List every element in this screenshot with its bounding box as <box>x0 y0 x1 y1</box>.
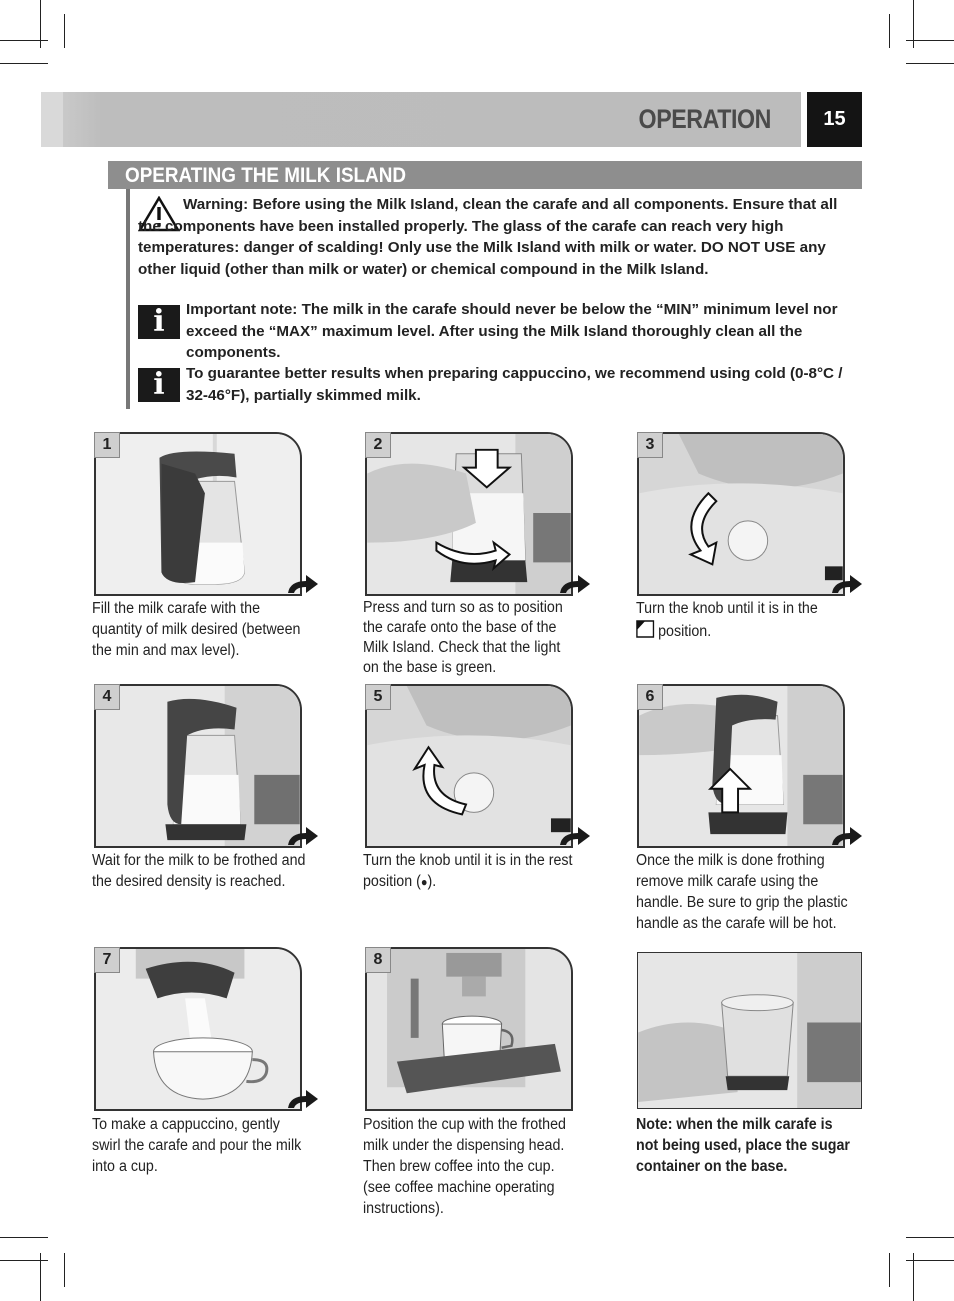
step-3-caption-lead: Turn the knob until it is in the <box>636 600 818 617</box>
warning-note <box>138 194 850 280</box>
pour-milk-image <box>96 949 300 1109</box>
next-arrow-icon <box>558 825 592 847</box>
step-8-illustration <box>365 947 573 1111</box>
header-band-edge <box>41 92 63 147</box>
rest-position-symbol: ● <box>420 875 428 889</box>
step-1-caption: Fill the milk carafe with the quantity of milk desired (between the min and max level). <box>92 600 301 659</box>
next-arrow-icon <box>830 825 864 847</box>
page-title: OPERATION <box>638 104 771 134</box>
step-8-caption: Position the cup with the frothed milk under the dispensing head. Then brew coffee into the cup. (see coffee machine operating instructions). <box>363 1116 566 1217</box>
section-title: OPERATING THE MILK ISLAND <box>125 164 407 187</box>
step-3-caption <box>636 598 853 642</box>
next-arrow-icon <box>558 573 592 595</box>
brew-coffee-image <box>367 949 571 1109</box>
page-number: 15 <box>807 92 862 147</box>
next-arrow-icon <box>286 1088 320 1110</box>
carafe-remove-image <box>639 686 843 846</box>
step-number-badge: 8 <box>365 947 391 973</box>
step-number-badge: 1 <box>94 432 120 458</box>
step-2-illustration <box>365 432 573 596</box>
carafe-filling-image <box>96 434 300 594</box>
step-number-badge: 3 <box>637 432 663 458</box>
step-5-caption-tail: ). <box>427 873 437 890</box>
warning-text: Warning: Before using the Milk Island, clean the carafe and all components. Ensure that all the components have been installed properly. The glass of the carafe can reach very high temperatures: danger of scalding! Only use the Milk Island with milk or water. DO NOT USE any other liquid (other than milk or water) or chemical compound in the Milk Island. <box>138 196 838 278</box>
tip-text: To guarantee better results when preparing cappuccino, we recommend using cold (0-8°C / 32-46°F), partially skimmed milk. <box>186 365 843 404</box>
step-number-badge: 7 <box>94 947 120 973</box>
step-2-caption: Press and turn so as to position the carafe onto the base of the Milk Island. Check that the light on the base is green. <box>363 599 563 676</box>
step-number-badge: 6 <box>637 684 663 710</box>
knob-turn-froth-image <box>639 434 843 594</box>
sugar-container-image <box>638 953 861 1108</box>
next-arrow-icon <box>286 573 320 595</box>
sugar-container-note: Note: when the milk carafe is not being used, place the sugar container on the base. <box>636 1116 850 1175</box>
info-icon: i <box>138 368 180 402</box>
important-note <box>186 299 866 364</box>
sugar-container-illustration <box>637 952 862 1109</box>
froth-position-icon <box>636 619 654 638</box>
step-4-illustration <box>94 684 302 848</box>
step-number-badge: 2 <box>365 432 391 458</box>
info-icon: i <box>138 305 180 339</box>
step-6-illustration <box>637 684 845 848</box>
section-bar <box>108 161 862 189</box>
milk-frothing-image <box>96 686 300 846</box>
tip-note <box>186 363 854 406</box>
next-arrow-icon <box>830 573 864 595</box>
step-3-illustration <box>637 432 845 596</box>
step-7-caption: To make a cappuccino, gently swirl the carafe and pour the milk into a cup. <box>92 1116 302 1175</box>
step-6-caption: Once the milk is done frothing remove milk carafe using the handle. Be sure to grip the plastic handle as the carafe will be hot. <box>636 852 848 932</box>
header-band <box>41 92 801 147</box>
carafe-press-turn-image <box>367 434 571 594</box>
step-5-caption-lead: Turn the knob until it is in the rest position ( <box>363 852 573 890</box>
important-text: Important note: The milk in the carafe should never be below the “MIN” minimum level nor exceed the “MAX” maximum level. After using the Milk Island thoroughly clean all the components. <box>186 301 838 361</box>
step-5-caption <box>363 850 580 893</box>
step-3-caption-tail: position. <box>658 623 712 640</box>
step-number-badge: 5 <box>365 684 391 710</box>
next-arrow-icon <box>286 825 320 847</box>
step-1-illustration <box>94 432 302 596</box>
step-5-illustration <box>365 684 573 848</box>
notes-rule <box>126 189 130 409</box>
step-4-caption: Wait for the milk to be frothed and the desired density is reached. <box>92 852 306 890</box>
step-number-badge: 4 <box>94 684 120 710</box>
knob-turn-rest-image <box>367 686 571 846</box>
step-7-illustration <box>94 947 302 1111</box>
